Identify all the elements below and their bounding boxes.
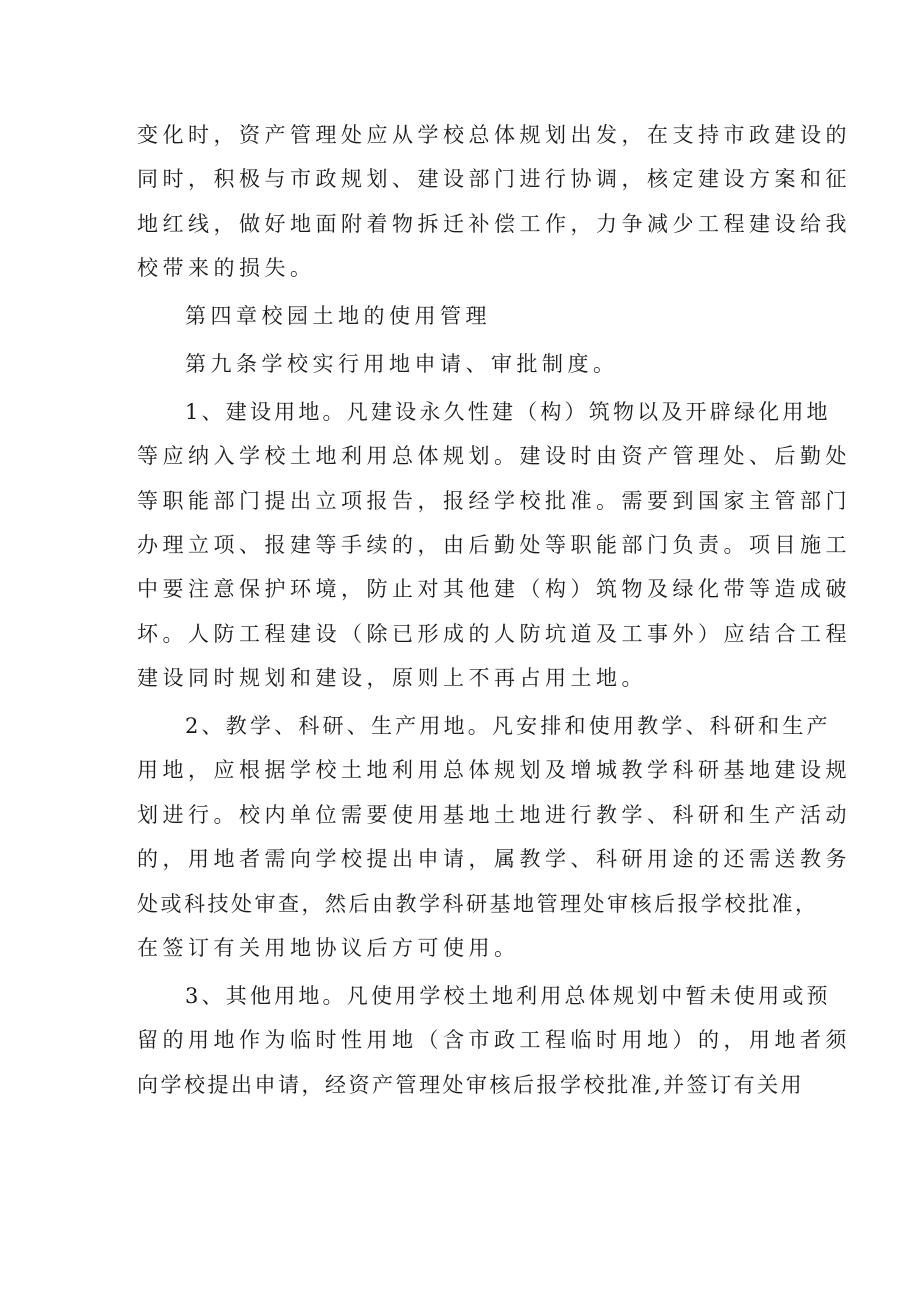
text-line: 用地，应根据学校土地利用总体规划及增城教学科研基地建设规 — [137, 758, 851, 783]
text-line: 的，用地者需向学校提出申请，属教学、科研用途的还需送教务 — [137, 847, 851, 872]
text-line: 2、教学、科研、生产用地。凡安排和使用教学、科研和生产 — [185, 714, 831, 739]
text-line: 变化时，资产管理处应从学校总体规划出发，在支持市政建设的 — [137, 123, 851, 147]
text-line: 留的用地作为临时性用地（含市政工程临时用地）的，用地者须 — [137, 1028, 851, 1053]
text-line: 处或科技处审查，然后由教学科研基地管理处审核后报学校批准， — [137, 891, 819, 916]
text-line: 等职能部门提出立项报告，报经学校批准。需要到国家主管部门 — [137, 488, 851, 513]
text-line: 建设同时规划和建设，原则上不再占用土地。 — [137, 666, 647, 691]
text-line: 中要注意保护环境，防止对其他建（构）筑物及绿化带等造成破 — [137, 577, 851, 602]
text-line: 划进行。校内单位需要使用基地土地进行教学、科研和生产活动 — [137, 802, 851, 827]
text-line: 在签订有关用地协议后方可使用。 — [137, 936, 520, 961]
text-line: 等应纳入学校土地利用总体规划。建设时由资产管理处、后勤处 — [137, 444, 851, 469]
text-line: 1、建设用地。凡建设永久性建（构）筑物以及开辟绿化用地 — [185, 399, 831, 424]
paragraph-continuation — [137, 113, 851, 291]
text-line: 同时，积极与市政规划、建设部门进行协调，核定建设方案和征 — [137, 167, 851, 192]
paragraph-item-3 — [137, 974, 851, 1107]
text-line: 3、其他用地。凡使用学校土地利用总体规划中暂未使用或预 — [185, 983, 831, 1008]
text-line: 地红线，做好地面附着物拆迁补偿工作，力争减少工程建设给我 — [137, 211, 851, 236]
article-heading: 第九条学校实行用地申请、审批制度。 — [185, 351, 619, 376]
chapter-heading: 第四章校园土地的使用管理 — [185, 304, 491, 329]
paragraph-item-2 — [137, 704, 851, 970]
paragraph-item-1 — [137, 390, 851, 701]
text-line: 校带来的损失。 — [137, 256, 316, 281]
text-line: 坏。人防工程建设（除已形成的人防坑道及工事外）应结合工程 — [137, 621, 851, 646]
document-page — [137, 113, 851, 1107]
text-line: 办理立项、报建等手续的，由后勤处等职能部门负责。项目施工 — [137, 533, 851, 558]
text-line: 向学校提出申请，经资产管理处审核后报学校批准,并签订有关用 — [137, 1072, 805, 1097]
